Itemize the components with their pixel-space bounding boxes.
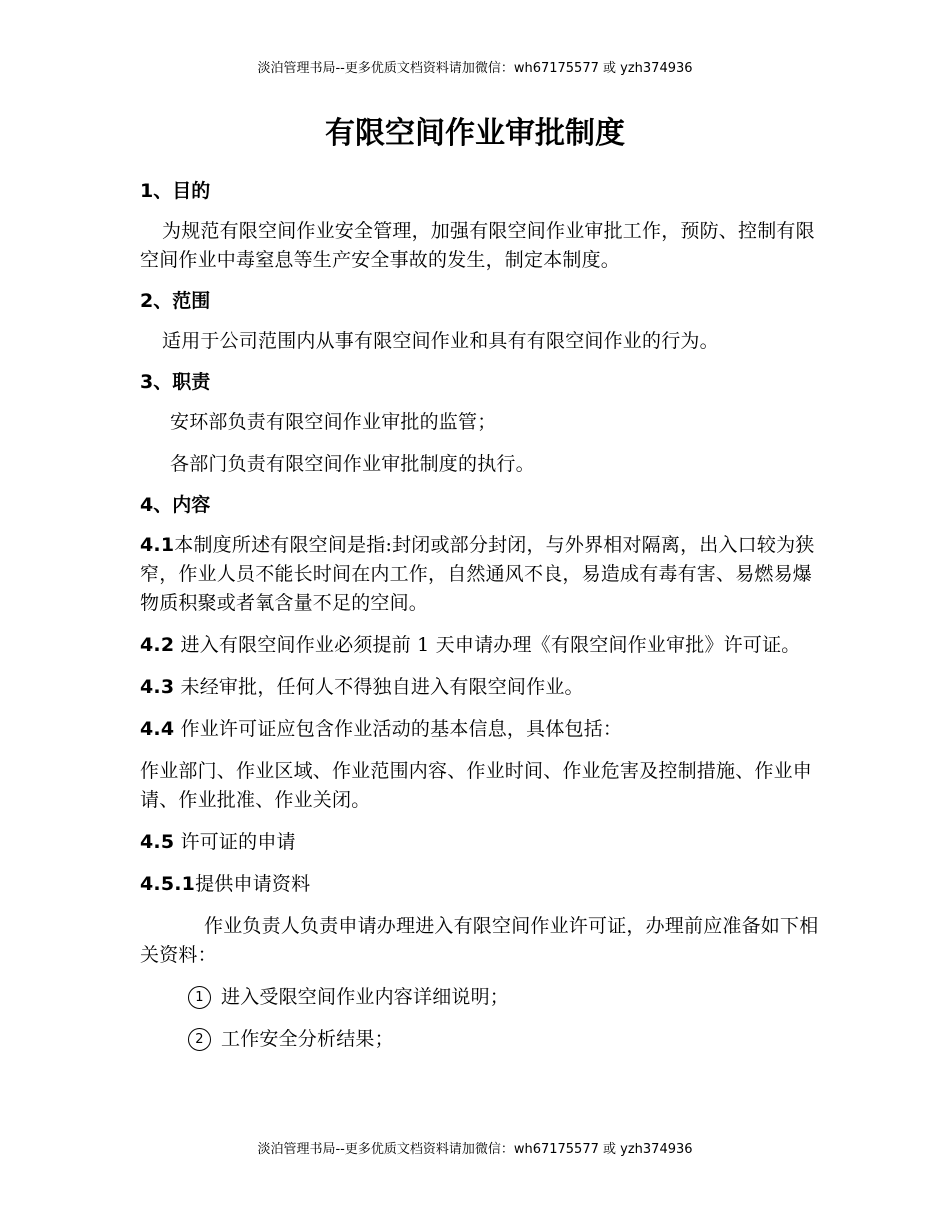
- section-text-scope: 适用于公司范围内从事有限空间作业和具有有限空间作业的行为。: [162, 330, 719, 352]
- section-heading-duties: 3、职责: [140, 371, 211, 393]
- section-heading-scope: 2、范围: [140, 290, 211, 312]
- section-heading-purpose: 1、目的: [140, 180, 211, 202]
- list-item: [140, 983, 820, 1012]
- clause-text: 提供申请资料: [195, 873, 311, 895]
- circled-number: 1: [188, 986, 211, 1009]
- clause-number: 4.3: [140, 676, 175, 698]
- clause-text: 许可证的申请: [180, 831, 296, 853]
- document-title: 有限空间作业审批制度: [325, 116, 625, 151]
- clause-4-4-detail: 作业部门、作业区域、作业范围内容、作业时间、作业危害及控制措施、作业申请、作业批准、作业关闭。: [140, 760, 813, 811]
- clause-4-4: [140, 715, 820, 744]
- clause-text: 本制度所述有限空间是指:封闭或部分封闭，与外界相对隔离，出入口较为狭窄，作业人员不能长时间在内工作，自然通风不良，易造成有毒有害、易燃易爆物质积聚或者氧含量不足的空间。: [140, 534, 815, 614]
- duty-line-1: 安环部负责有限空间作业审批的监管；: [170, 411, 497, 433]
- clause-number: 4.5: [140, 831, 175, 853]
- list-item-text: 工作安全分析结果；: [221, 1028, 394, 1050]
- page-header: 淡泊管理书局--更多优质文档资料请加微信：wh67175577 或 yzh374936: [257, 61, 693, 76]
- clause-number: 4.1: [140, 534, 175, 556]
- clause-4-1: [140, 531, 820, 618]
- clause-4-5: [140, 828, 820, 857]
- duty-line-2: 各部门负责有限空间作业审批制度的执行。: [170, 453, 535, 475]
- clause-number: 4.2: [140, 634, 175, 656]
- clause-number: 4.4: [140, 718, 175, 740]
- clause-text: 进入有限空间作业必须提前 1 天申请办理《有限空间作业审批》许可证。: [180, 634, 801, 656]
- clause-4-5-1: [140, 870, 820, 899]
- list-item: [140, 1025, 820, 1054]
- clause-4-2: [140, 631, 820, 660]
- list-item-text: 进入受限空间作业内容详细说明；: [221, 986, 510, 1008]
- page-footer: 淡泊管理书局--更多优质文档资料请加微信：wh67175577 或 yzh374936: [257, 1142, 693, 1157]
- clause-text: 作业许可证应包含作业活动的基本信息，具体包括：: [180, 718, 623, 740]
- section-text-purpose: 为规范有限空间作业安全管理，加强有限空间作业审批工作，预防、控制有限空间作业中毒窒息等生产安全事故的发生，制定本制度。: [140, 220, 815, 271]
- document-body: [140, 110, 820, 1067]
- clause-number: 4.5.1: [140, 873, 196, 895]
- section-heading-content: 4、内容: [140, 494, 211, 516]
- circled-number: 2: [188, 1028, 211, 1051]
- clause-text: 未经审批，任何人不得独自进入有限空间作业。: [180, 676, 584, 698]
- clause-4-3: [140, 673, 820, 702]
- clause-4-5-1-body: 作业负责人负责申请办理进入有限空间作业许可证，办理前应准备如下相关资料：: [140, 915, 819, 966]
